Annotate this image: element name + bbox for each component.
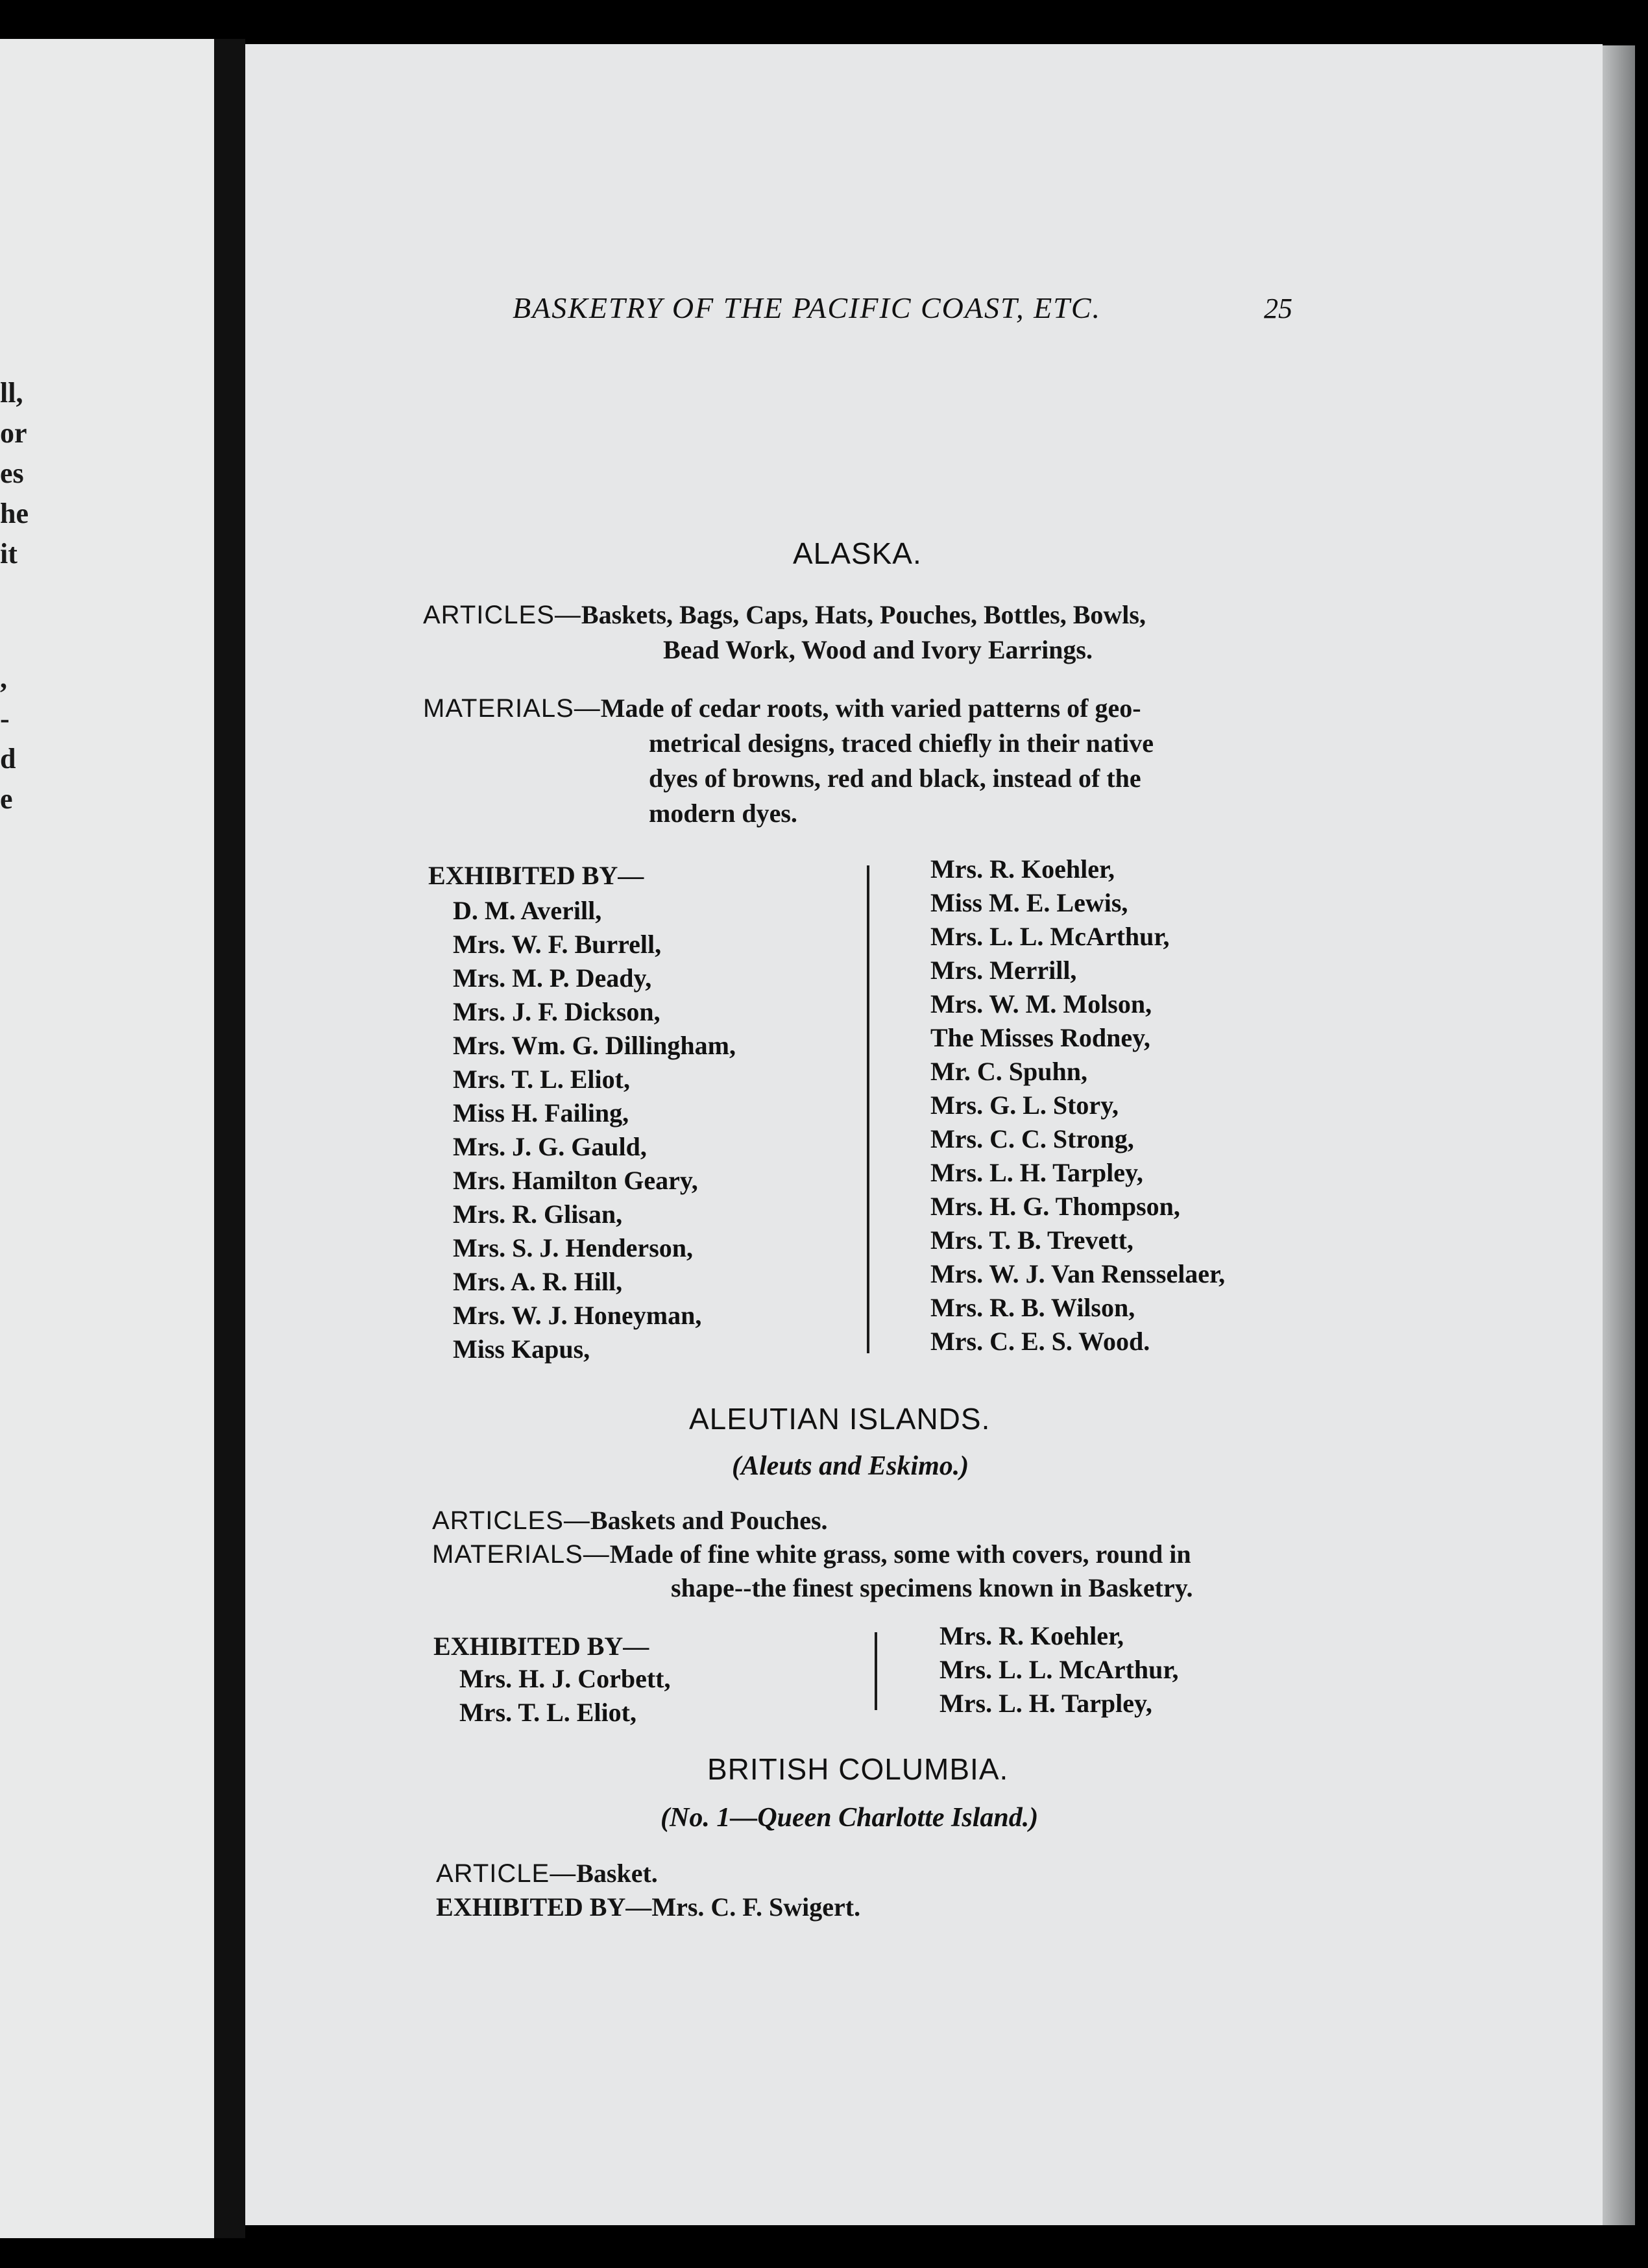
exhibitor-name: Mrs. Hamilton Geary, [453, 1166, 698, 1195]
exhibitor-name: The Misses Rodney, [930, 1023, 1150, 1052]
british-columbia-article-line [436, 1858, 658, 1888]
alaska-materials-line-2: metrical designs, traced chiefly in their native [649, 729, 1154, 758]
exhibitor-name: Mrs. H. G. Thompson, [930, 1192, 1180, 1221]
materials-text: Made of fine white grass, some with covers, round in [609, 1539, 1191, 1569]
alaska-articles-line-1 [423, 599, 1146, 630]
exhibitor-name: Mr. C. Spuhn, [930, 1057, 1087, 1086]
column-divider [875, 1632, 877, 1710]
section-title-aleutian: ALEUTIAN ISLANDS. [689, 1402, 991, 1436]
materials-label: MATERIALS— [423, 694, 601, 723]
section-title-british-columbia: BRITISH COLUMBIA. [707, 1752, 1009, 1786]
exhibitor-name: Mrs. S. J. Henderson, [453, 1233, 693, 1262]
left-page-fragment: or [0, 417, 27, 449]
section-title-alaska: ALASKA. [793, 537, 922, 570]
exhibitor-name: Mrs. M. P. Deady, [453, 963, 652, 993]
british-columbia-subtitle: (No. 1—Queen Charlotte Island.) [660, 1803, 1039, 1833]
left-page-fragment: e [0, 783, 13, 815]
page-number: 25 [1264, 293, 1292, 324]
alaska-exhibited-label: EXHIBITED BY— [428, 861, 644, 890]
exhibited-text: Mrs. C. F. Swigert. [651, 1892, 861, 1922]
exhibitor-name: Mrs. R. Glisan, [453, 1200, 623, 1229]
aleutian-exhibitors-right [939, 1619, 1178, 1720]
left-page-fragment: it [0, 538, 18, 570]
articles-label: ARTICLES— [432, 1506, 590, 1535]
articles-label: ARTICLES— [423, 601, 581, 629]
alaska-exhibitors-left [453, 894, 736, 1366]
left-page-fragment: es [0, 457, 24, 489]
alaska-articles-line-2: Bead Work, Wood and Ivory Earrings. [663, 635, 1093, 664]
exhibitor-name: Mrs. L. H. Tarpley, [930, 1158, 1143, 1187]
exhibitor-name: Mrs. C. E. S. Wood. [930, 1327, 1150, 1356]
exhibitor-name: Miss H. Failing, [453, 1098, 629, 1128]
exhibitor-name: Miss M. E. Lewis, [930, 888, 1128, 917]
exhibitor-name: Mrs. J. G. Gauld, [453, 1132, 647, 1161]
left-page-fragment: - [0, 703, 10, 734]
exhibitor-name: Mrs. L. H. Tarpley, [939, 1689, 1152, 1718]
exhibitor-name: Mrs. R. Koehler, [939, 1621, 1124, 1650]
articles-text: Baskets, Bags, Caps, Hats, Pouches, Bottles, Bowls, [581, 600, 1146, 629]
alaska-exhibitors-right [930, 852, 1225, 1358]
exhibitor-name: Mrs. W. M. Molson, [930, 989, 1152, 1019]
left-page-edge [0, 39, 214, 2238]
exhibitor-name: Mrs. C. C. Strong, [930, 1124, 1134, 1153]
aleutian-exhibitors-left [459, 1662, 670, 1730]
exhibitor-name: Mrs. H. J. Corbett, [459, 1664, 671, 1693]
materials-label: MATERIALS— [432, 1540, 610, 1569]
exhibitor-name: Mrs. W. J. Van Rensselaer, [930, 1259, 1226, 1288]
exhibited-label: EXHIBITED BY— [436, 1892, 652, 1922]
left-page-fragment: ll, [0, 377, 23, 409]
exhibitor-name: Mrs. R. Koehler, [930, 854, 1115, 884]
british-columbia-exhibited-line [436, 1892, 860, 1922]
left-page-fragment: d [0, 743, 16, 775]
exhibitor-name: Mrs. R. B. Wilson, [930, 1293, 1135, 1322]
exhibitor-name: Mrs. J. F. Dickson, [453, 997, 660, 1026]
aleutian-subtitle: (Aleuts and Eskimo.) [732, 1451, 969, 1481]
page-edge-shadow [1603, 45, 1635, 2225]
exhibitor-name: Mrs. Wm. G. Dillingham, [453, 1031, 736, 1060]
alaska-materials-line-1 [423, 693, 1141, 723]
running-head: BASKETRY OF THE PACIFIC COAST, ETC. [513, 291, 1102, 324]
aleutian-exhibited-label: EXHIBITED BY— [433, 1632, 649, 1661]
exhibitor-name: Mrs. L. L. McArthur, [930, 922, 1170, 951]
article-text: Basket. [576, 1859, 658, 1888]
exhibitor-name: Mrs. Merrill, [930, 956, 1077, 985]
exhibitor-name: Mrs. L. L. McArthur, [939, 1655, 1179, 1684]
article-label: ARTICLE— [436, 1859, 577, 1888]
exhibitor-name: Mrs. W. J. Honeyman, [453, 1301, 702, 1330]
exhibitor-name: Mrs. G. L. Story, [930, 1091, 1119, 1120]
exhibitor-name: Mrs. T. L. Eliot, [459, 1698, 636, 1727]
exhibitor-name: Mrs. A. R. Hill, [453, 1267, 623, 1296]
alaska-materials-line-3: dyes of browns, red and black, instead of the [649, 764, 1141, 793]
left-page-fragment: he [0, 498, 29, 529]
aleutian-materials-line-1 [432, 1539, 1191, 1569]
left-page-fragment: , [0, 662, 7, 694]
exhibitor-name: Miss Kapus, [453, 1334, 590, 1364]
exhibitor-name: D. M. Averill, [453, 896, 602, 925]
materials-text: Made of cedar roots, with varied patterns of geo- [600, 694, 1141, 723]
exhibitor-name: Mrs. T. L. Eliot, [453, 1065, 630, 1094]
aleutian-articles-line [432, 1505, 828, 1536]
column-divider [867, 865, 869, 1353]
articles-text: Baskets and Pouches. [590, 1506, 828, 1535]
exhibitor-name: Mrs. T. B. Trevett, [930, 1225, 1133, 1255]
book-gutter [214, 39, 245, 2238]
exhibitor-name: Mrs. W. F. Burrell, [453, 930, 662, 959]
aleutian-materials-line-2: shape--the finest specimens known in Basketry. [671, 1573, 1193, 1602]
alaska-materials-line-4: modern dyes. [649, 799, 797, 828]
